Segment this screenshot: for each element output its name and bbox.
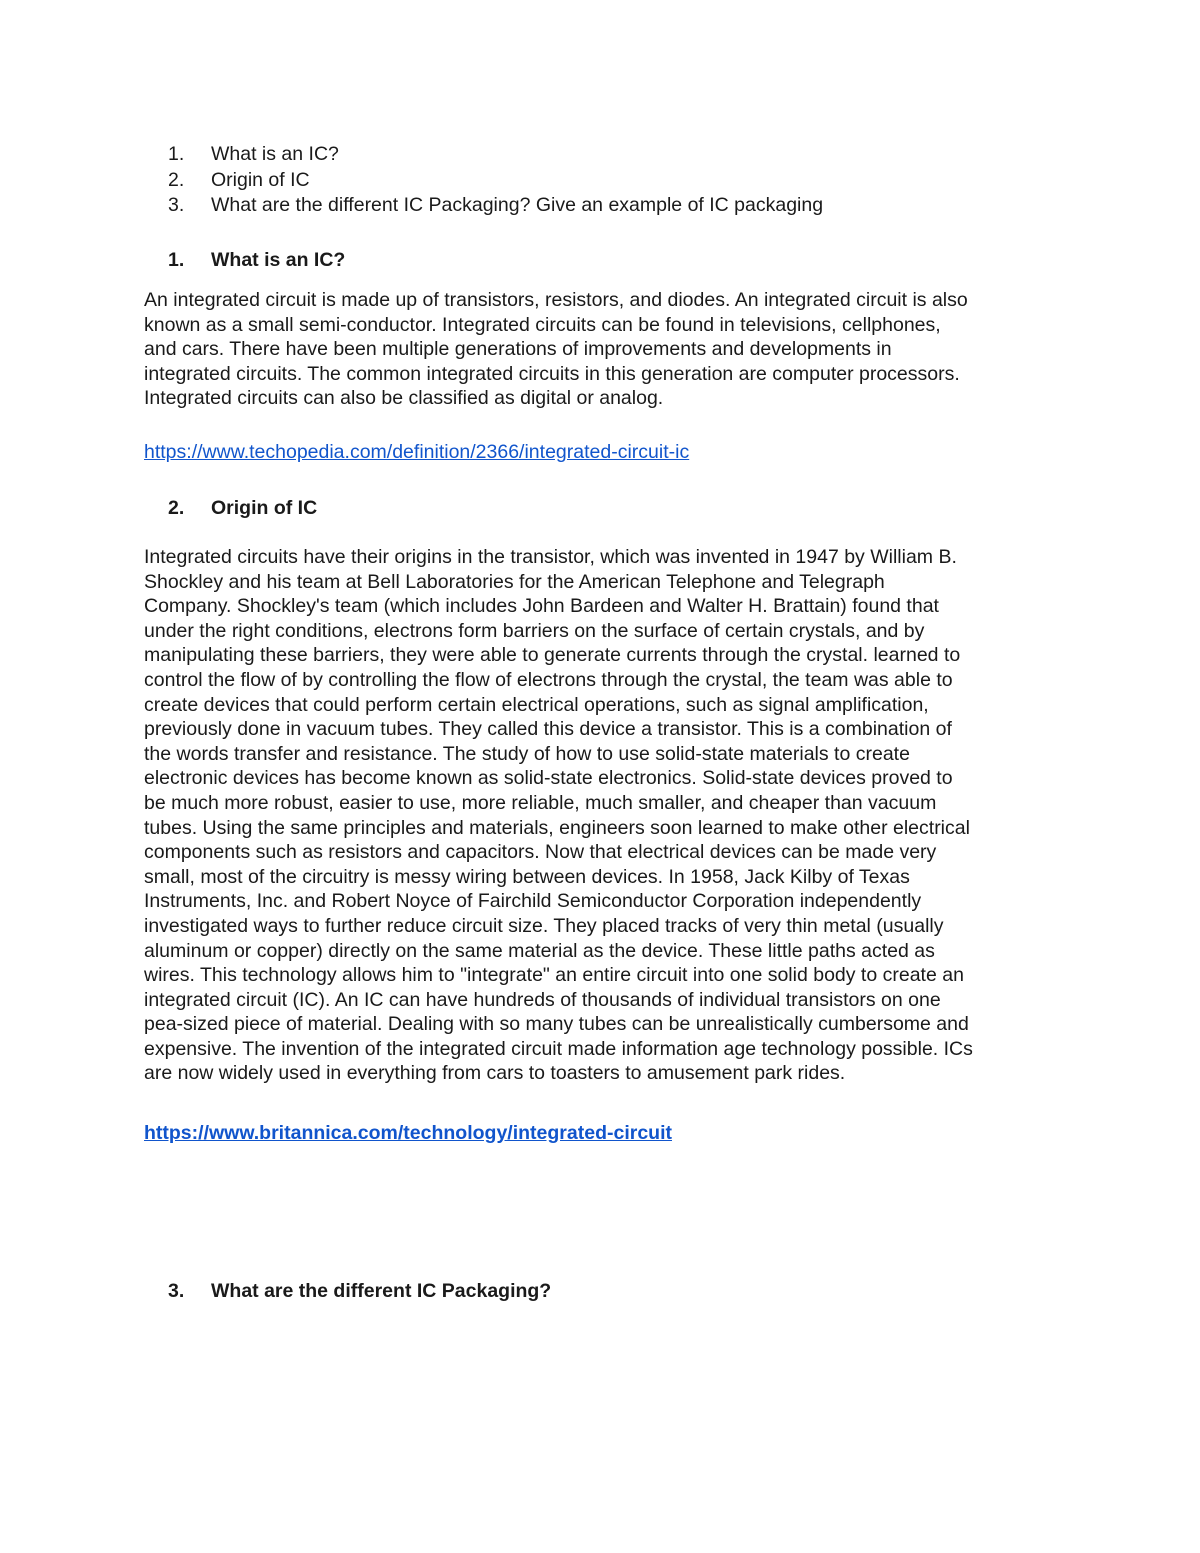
section3-title: What are the different IC Packaging? [211,1280,552,1302]
section1-title: What is an IC? [211,249,346,271]
paragraph-line: pea-sized piece of material. Dealing with so many tubes can be unrealistically cumbersome and [144,1013,969,1036]
paragraph-line: Integrated circuits have their origins in the transistor, which was invented in 1947 by William B. [144,546,957,568]
section2-number: 2. [168,497,185,519]
section1-number: 1. [168,249,185,271]
section3-number: 3. [168,1280,185,1302]
paragraph-line: be much more robust, easier to use, more reliable, much smaller, and cheaper than vacuum [144,791,937,814]
paragraph-line: under the right conditions, electrons form barriers on the surface of certain crystals, and by [144,619,925,642]
section2-heading [168,495,317,521]
paragraph-line: investigated ways to further reduce circuit size. They placed tracks of very thin metal (usually [144,914,944,937]
paragraph-line: small, most of the circuitry is messy wiring between devices. In 1958, Jack Kilby of Texas [144,865,910,888]
paragraph-line: and cars. There have been multiple generations of improvements and developments in [144,338,892,361]
paragraph-line: Integrated circuits can also be classified as digital or analog. [144,387,664,410]
techopedia-link[interactable]: https://www.techopedia.com/definition/2366/integrated-circuit-ic [144,441,690,463]
table-of-contents [168,142,823,219]
paragraph-line: aluminum or copper) directly on the same material as the device. These little paths acted as [144,939,935,962]
toc-text: Origin of IC [211,168,310,191]
paragraph-line: integrated circuits. The common integrated circuits in this generation are computer processors. [144,362,960,385]
paragraph-line: previously done in vacuum tubes. They called this device a transistor. This is a combination of [144,718,952,741]
paragraph-line: wires. This technology allows him to "integrate" an entire circuit into one solid body to create an [144,964,964,987]
paragraph-line: An integrated circuit is made up of transistors, resistors, and diodes. An integrated circuit is also [144,289,968,311]
toc-number: 3. [168,194,185,216]
paragraph-line: create devices that could perform certain electrical operations, such as signal amplification, [144,693,929,716]
toc-item [168,142,823,168]
section1-heading [168,247,345,273]
paragraph-line: known as a small semi-conductor. Integrated circuits can be found in televisions, cellphones, [144,313,941,336]
toc-number: 1. [168,143,185,165]
paragraph-line: manipulating these barriers, they were able to generate currents through the crystal. learned to [144,644,961,667]
section2-title: Origin of IC [211,497,318,519]
paragraph-line: control the flow of by controlling the flow of electrons through the crystal, the team was able to [144,668,953,691]
toc-item [168,193,823,219]
paragraph-line: Shockley and his team at Bell Laboratories for the American Telephone and Telegraph [144,570,885,593]
paragraph-line: the words transfer and resistance. The study of how to use solid-state materials to create [144,742,910,765]
section3-heading [168,1278,551,1304]
toc-text: What is an IC? [211,143,339,165]
paragraph-line: are now widely used in everything from cars to toasters to amusement park rides. [144,1062,846,1085]
section2-paragraph [144,545,1064,1086]
paragraph-line: Instruments, Inc. and Robert Noyce of Fairchild Semiconductor Corporation independently [144,890,922,913]
paragraph-line: integrated circuit (IC). An IC can have hundreds of thousands of individual transistors on one [144,988,941,1011]
paragraph-line: components such as resistors and capacitors. Now that electrical devices can be made very [144,841,937,864]
toc-number: 2. [168,168,185,191]
toc-item [168,168,823,194]
britannica-link[interactable]: https://www.britannica.com/technology/integrated-circuit [144,1122,672,1144]
paragraph-line: Company. Shockley's team (which includes John Bardeen and Walter H. Brattain) found that [144,595,939,618]
toc-text: What are the different IC Packaging? Give an example of IC packaging [211,194,824,216]
paragraph-line: electronic devices has become known as solid-state electronics. Solid-state devices proved to [144,767,953,790]
section1-paragraph [144,288,1064,411]
paragraph-line: expensive. The invention of the integrated circuit made information age technology possible. ICs [144,1037,973,1060]
paragraph-line: tubes. Using the same principles and materials, engineers soon learned to make other electrical [144,816,970,839]
